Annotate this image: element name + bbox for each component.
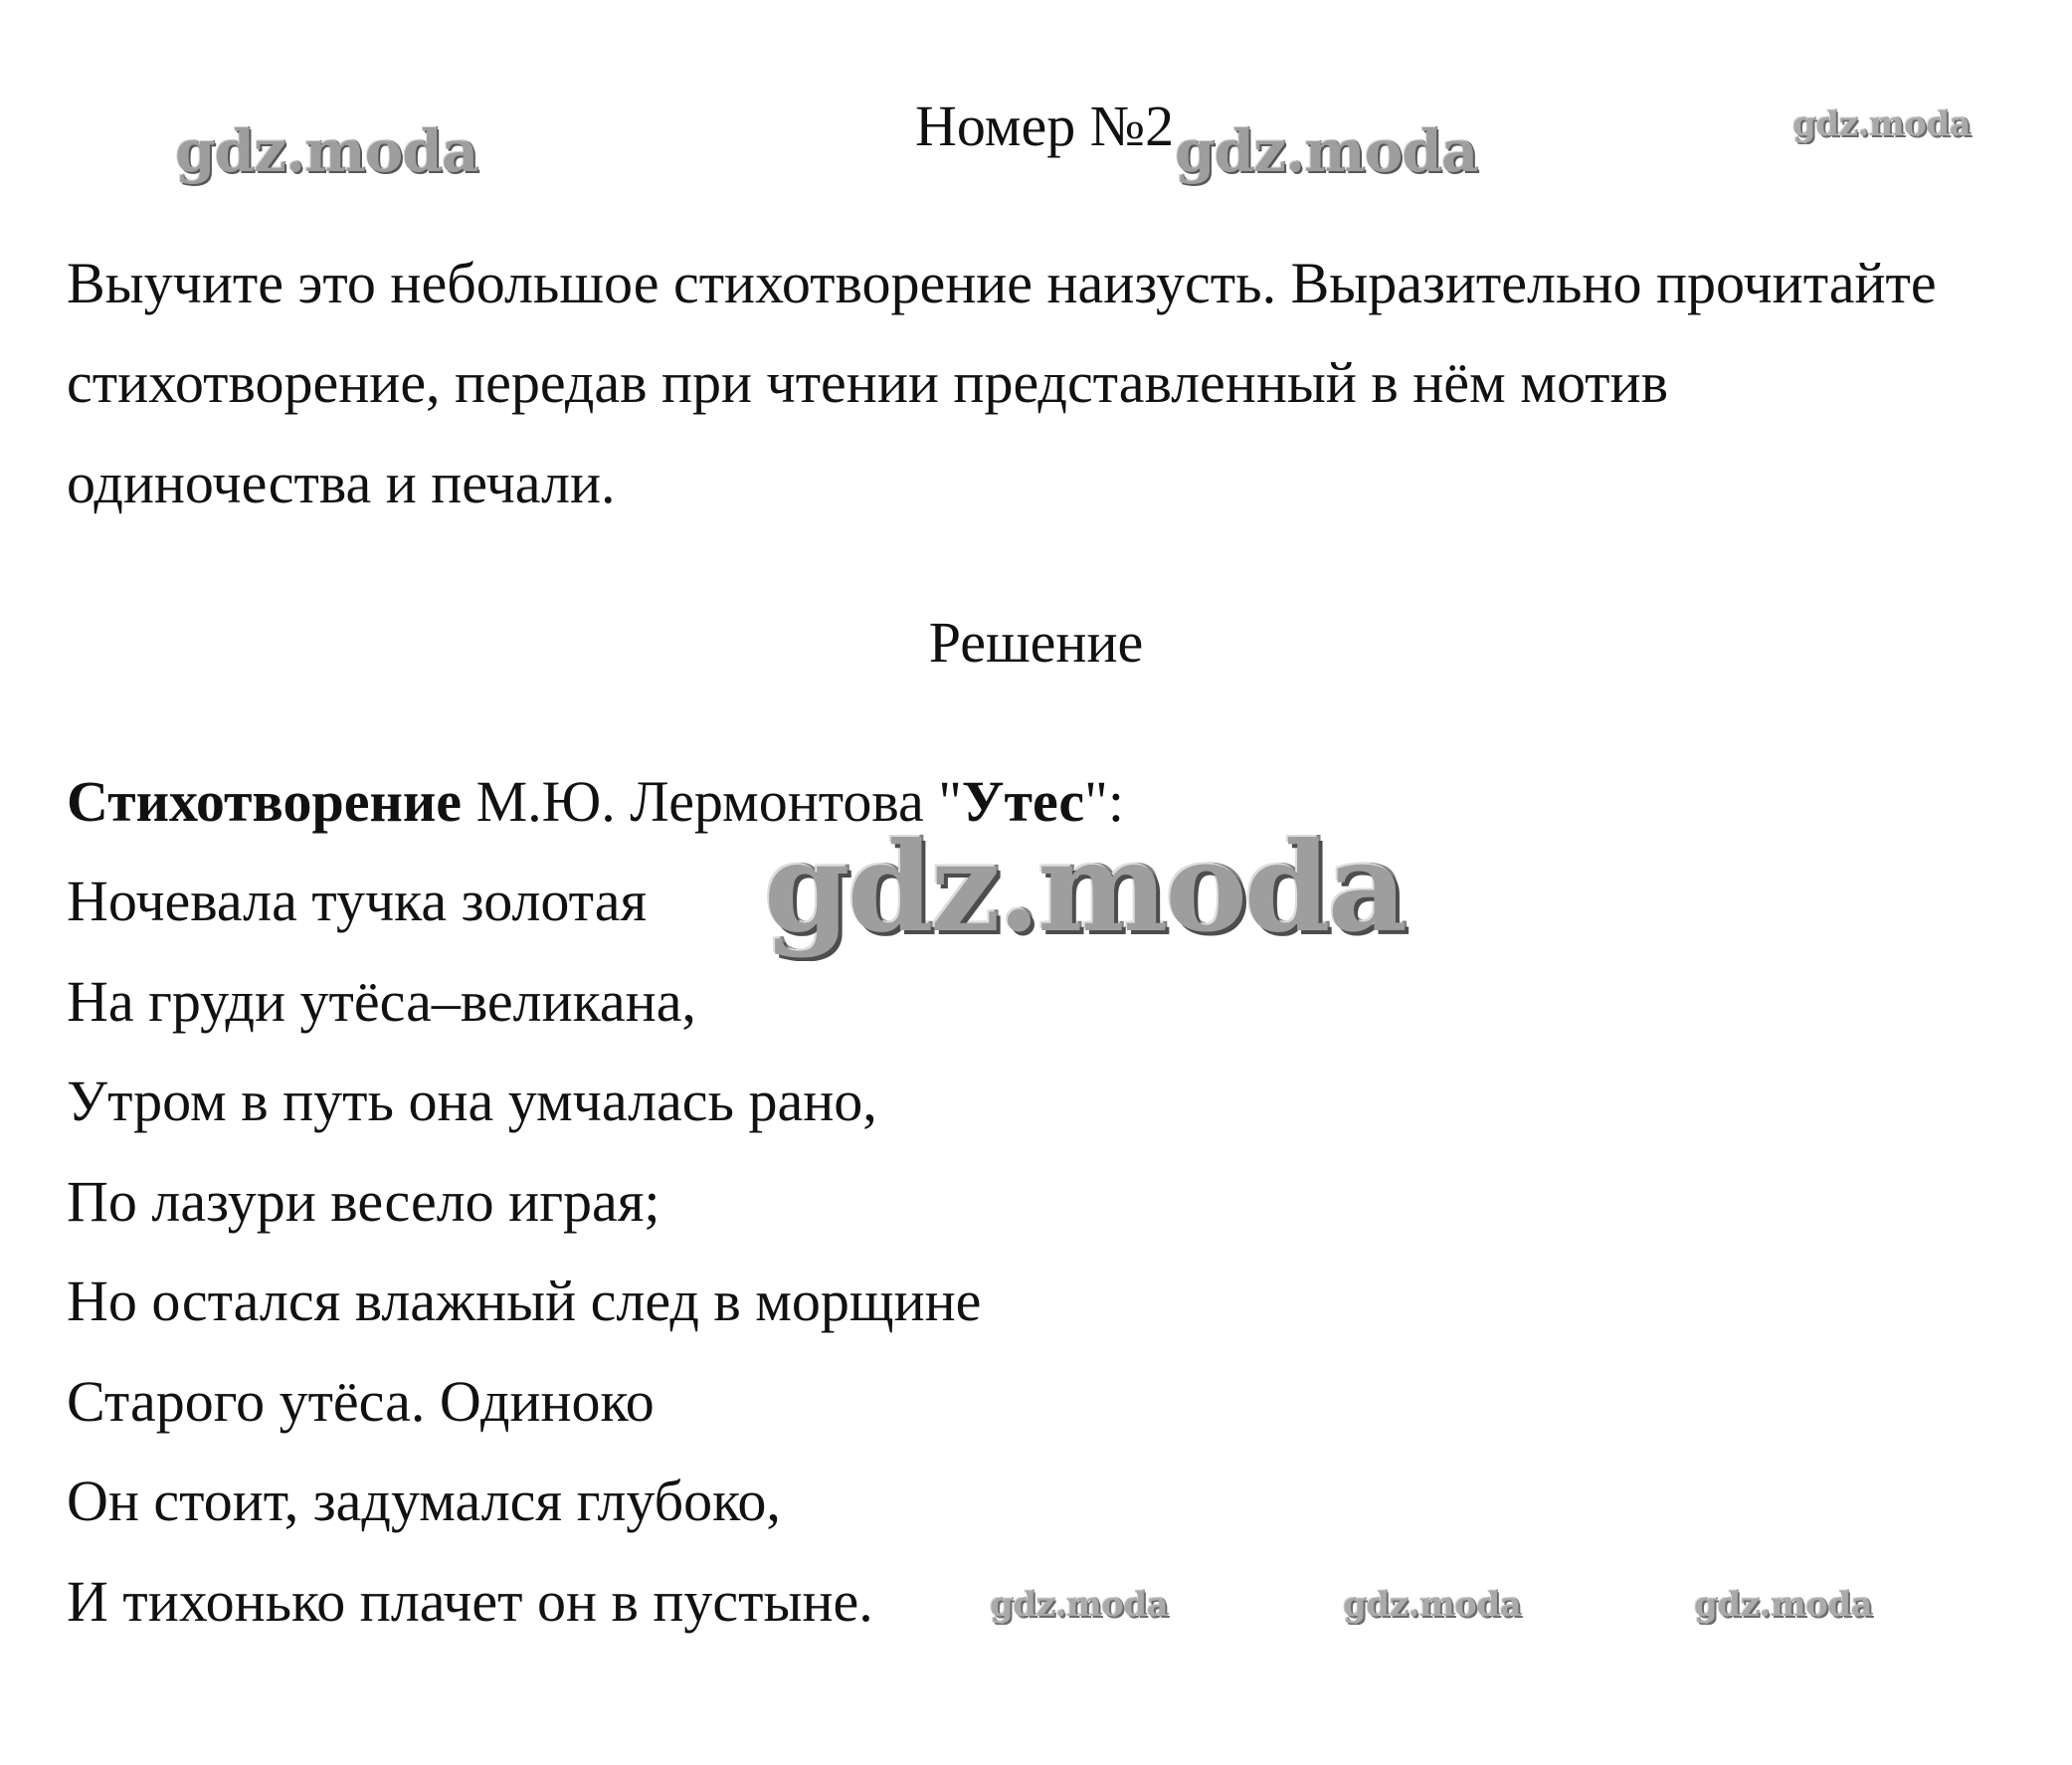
poem-line: По лазури весело играя; [67, 1169, 660, 1234]
poem-line: Но остался влажный след в морщине [67, 1269, 982, 1333]
watermark-logo: gdz.moda [1343, 1585, 1522, 1625]
solution-heading: Решение [928, 610, 1144, 675]
task-line: одиночества и печали. [67, 451, 616, 515]
page-title: Номер №2 [915, 94, 1175, 158]
watermark-logo: gdz.moda [175, 117, 478, 185]
intro-author: М.Ю. Лермонтова " [462, 769, 962, 834]
poem-line: Ночевала тучка золотая [67, 869, 648, 933]
watermark-logo: gdz.moda [990, 1585, 1169, 1625]
poem-title: Утес [961, 769, 1085, 834]
watermark-logo: gdz.moda [764, 816, 1405, 960]
task-line: стихотворение, передав при чтении представленный в нём мотив [67, 350, 1668, 415]
watermark-logo: gdz.moda [1175, 117, 1478, 185]
intro-word: Стихотворение [67, 769, 463, 834]
poem-line: Он стоит, задумался глубоко, [67, 1469, 781, 1533]
poem-line: Утром в путь она умчалась рано, [67, 1069, 877, 1133]
poem-line: Старого утёса. Одиноко [67, 1369, 655, 1434]
poem-line: На груди утёса–великана, [67, 969, 696, 1034]
intro-ending: ": [1084, 769, 1124, 834]
watermark-logo: gdz.moda [1694, 1585, 1873, 1625]
task-line: Выучите это небольшое стихотворение наизусть. Выразительно прочитайте [67, 251, 1937, 315]
poem-line: И тихонько плачет он в пустыне. [67, 1569, 873, 1634]
watermark-logo: gdz.moda [1792, 104, 1972, 144]
poem-intro [67, 769, 1124, 834]
